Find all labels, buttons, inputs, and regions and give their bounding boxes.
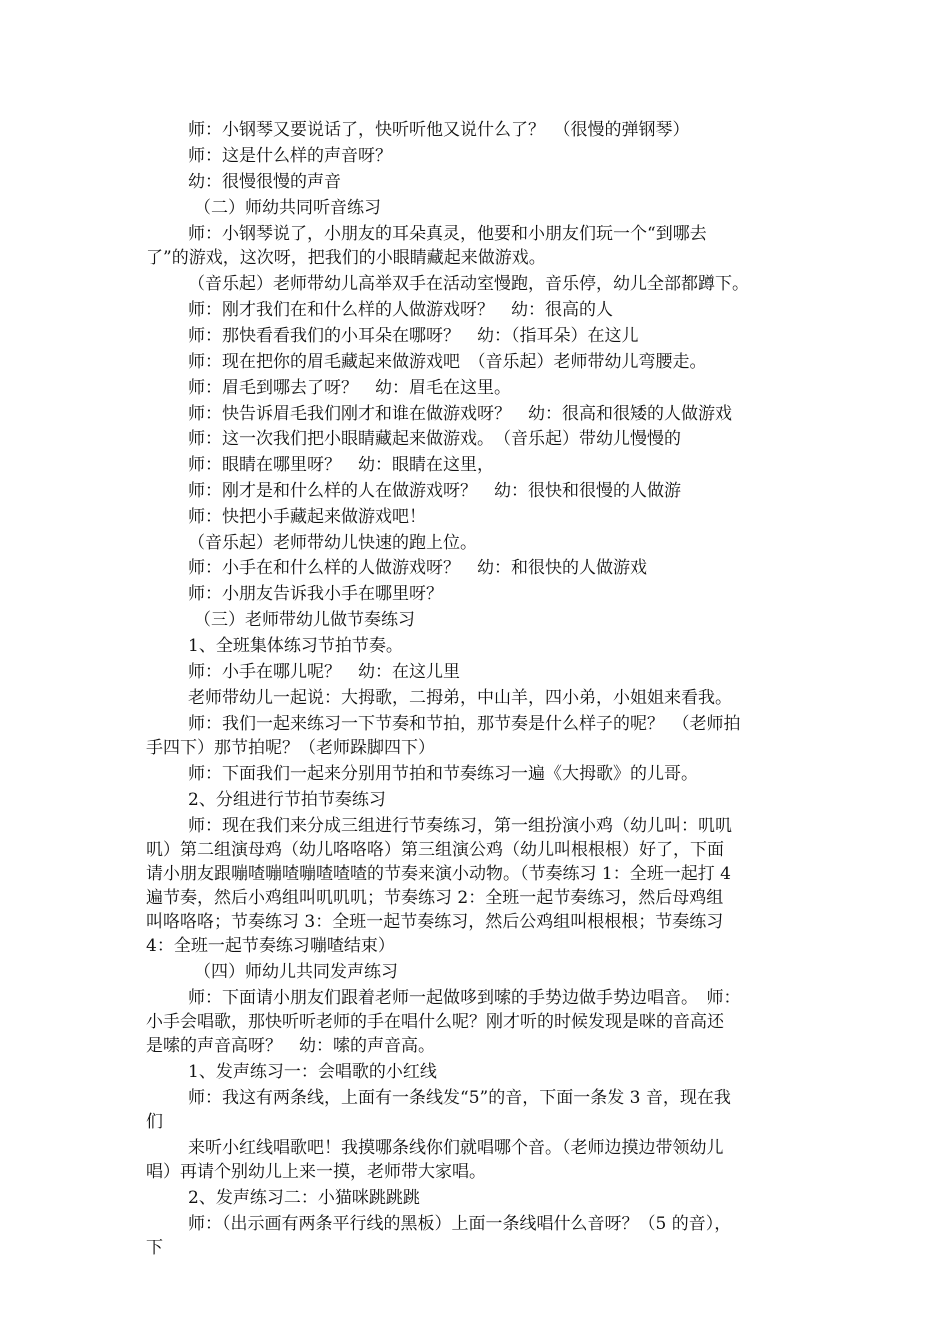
text-line: 遍节奏，然后小鸡组叫叽叽叽；节奏练习 2：全班一起节奏练习，然后母鸡组 — [146, 888, 724, 908]
text-line: 师：刚才是和什么样的人在做游戏呀？ 幼：很快和很慢的人做游 — [188, 481, 681, 501]
text-line: 是嗦的声音高呀？ 幼：嗦的声音高。 — [146, 1036, 435, 1056]
text-line: （音乐起）老师带幼儿高举双手在活动室慢跑，音乐停，幼儿全部都蹲下。 — [188, 274, 749, 294]
text-line: 师：下面我们一起来分别用节拍和节奏练习一遍《大拇歌》的儿哥。 — [188, 764, 698, 784]
text-line: 师：我这有两条线，上面有一条线发“5”的音，下面一条发 3 音，现在我 — [188, 1088, 731, 1108]
text-line: 师：那快看看我们的小耳朵在哪呀？ 幼：（指耳朵）在这儿 — [188, 326, 639, 346]
text-line: 来听小红线唱歌吧！我摸哪条线你们就唱哪个音。（老师边摸边带领幼儿 — [188, 1138, 724, 1158]
text-line: 师：我们一起来练习一下节奏和节拍，那节奏是什么样子的呢？ （老师拍 — [188, 714, 741, 734]
subsection-heading: 1、发声练习一：会唱歌的小红线 — [188, 1062, 437, 1082]
section-heading: （三）老师带幼儿做节奏练习 — [194, 610, 415, 630]
text-line: 师：下面请小朋友们跟着老师一起做哆到嗦的手势边做手势边唱音。 师： — [188, 988, 741, 1008]
text-line: 手四下）那节拍呢？（老师跺脚四下） — [146, 738, 435, 758]
text-line: 师：小朋友告诉我小手在哪里呀？ — [188, 584, 443, 604]
subsection-heading: 2、分组进行节拍节奏练习 — [188, 790, 386, 810]
text-line: 唱）再请个别幼儿上来一摸，老师带大家唱。 — [146, 1162, 486, 1182]
text-line: 师：小手在哪儿呢？ 幼：在这儿里 — [188, 662, 460, 682]
section-heading: （二）师幼共同听音练习 — [194, 198, 381, 218]
text-line: 请小朋友跟嘣喳嘣喳嘣喳喳喳的节奏来演小动物。（节奏练习 1：全班一起打 4 — [146, 864, 731, 884]
text-line: 老师带幼儿一起说：大拇歌，二拇弟，中山羊，四小弟，小姐姐来看我。 — [188, 688, 732, 708]
text-line: 叽）第二组演母鸡（幼儿咯咯咯）第三组演公鸡（幼儿叫根根根）好了，下面 — [146, 840, 724, 860]
text-line: 幼：很慢很慢的声音 — [188, 172, 341, 192]
text-line: 师：小钢琴说了，小朋友的耳朵真灵，他要和小朋友们玩一个“到哪去 — [188, 224, 707, 244]
text-line: 师：快把小手藏起来做游戏吧！ — [188, 507, 426, 527]
text-line: （音乐起）老师带幼儿快速的跑上位。 — [188, 533, 477, 553]
text-line: 师：现在把你的眉毛藏起来做游戏吧 （音乐起）老师带幼儿弯腰走。 — [188, 352, 707, 372]
text-line: 师：这一次我们把小眼睛藏起来做游戏。 （音乐起）带幼儿慢慢的 — [188, 429, 681, 449]
text-line: 了”的游戏，这次呀，把我们的小眼睛藏起来做游戏。 — [146, 248, 546, 268]
section-heading: （四）师幼儿共同发声练习 — [194, 962, 398, 982]
text-line: 师：刚才我们在和什么样的人做游戏呀？ 幼：很高的人 — [188, 300, 613, 320]
text-line: 下 — [146, 1238, 163, 1258]
text-line: 师：小钢琴又要说话了，快听听他又说什么了？ （很慢的弹钢琴） — [188, 120, 690, 140]
text-line: 师：快告诉眉毛我们刚才和谁在做游戏呀？ 幼：很高和很矮的人做游戏 — [188, 404, 732, 424]
text-line: 师：现在我们来分成三组进行节奏练习，第一组扮演小鸡（幼儿叫：叽叽 — [188, 816, 732, 836]
text-line: 师：眼睛在哪里呀？ 幼：眼睛在这里， — [188, 455, 494, 475]
text-line: 师：这是什么样的声音呀？ — [188, 146, 392, 166]
text-line: 师：小手在和什么样的人做游戏呀？ 幼：和很快的人做游戏 — [188, 558, 647, 578]
subsection-heading: 2、发声练习二：小猫咪跳跳跳 — [188, 1188, 420, 1208]
subsection-heading: 1、全班集体练习节拍节奏。 — [188, 636, 403, 656]
text-line: 小手会唱歌，那快听听老师的手在唱什么呢？刚才听的时候发现是咪的音高还 — [146, 1012, 724, 1032]
text-line: 叫咯咯咯；节奏练习 3：全班一起节奏练习，然后公鸡组叫根根根；节奏练习 — [146, 912, 724, 932]
text-line: 师：眉毛到哪去了呀？ 幼：眉毛在这里。 — [188, 378, 511, 398]
text-line: 师：（出示画有两条平行线的黑板）上面一条线唱什么音呀？（5 的音）， — [188, 1214, 732, 1234]
text-line: 们 — [146, 1112, 163, 1132]
text-line: 4：全班一起节奏练习嘣喳结束） — [146, 936, 395, 956]
